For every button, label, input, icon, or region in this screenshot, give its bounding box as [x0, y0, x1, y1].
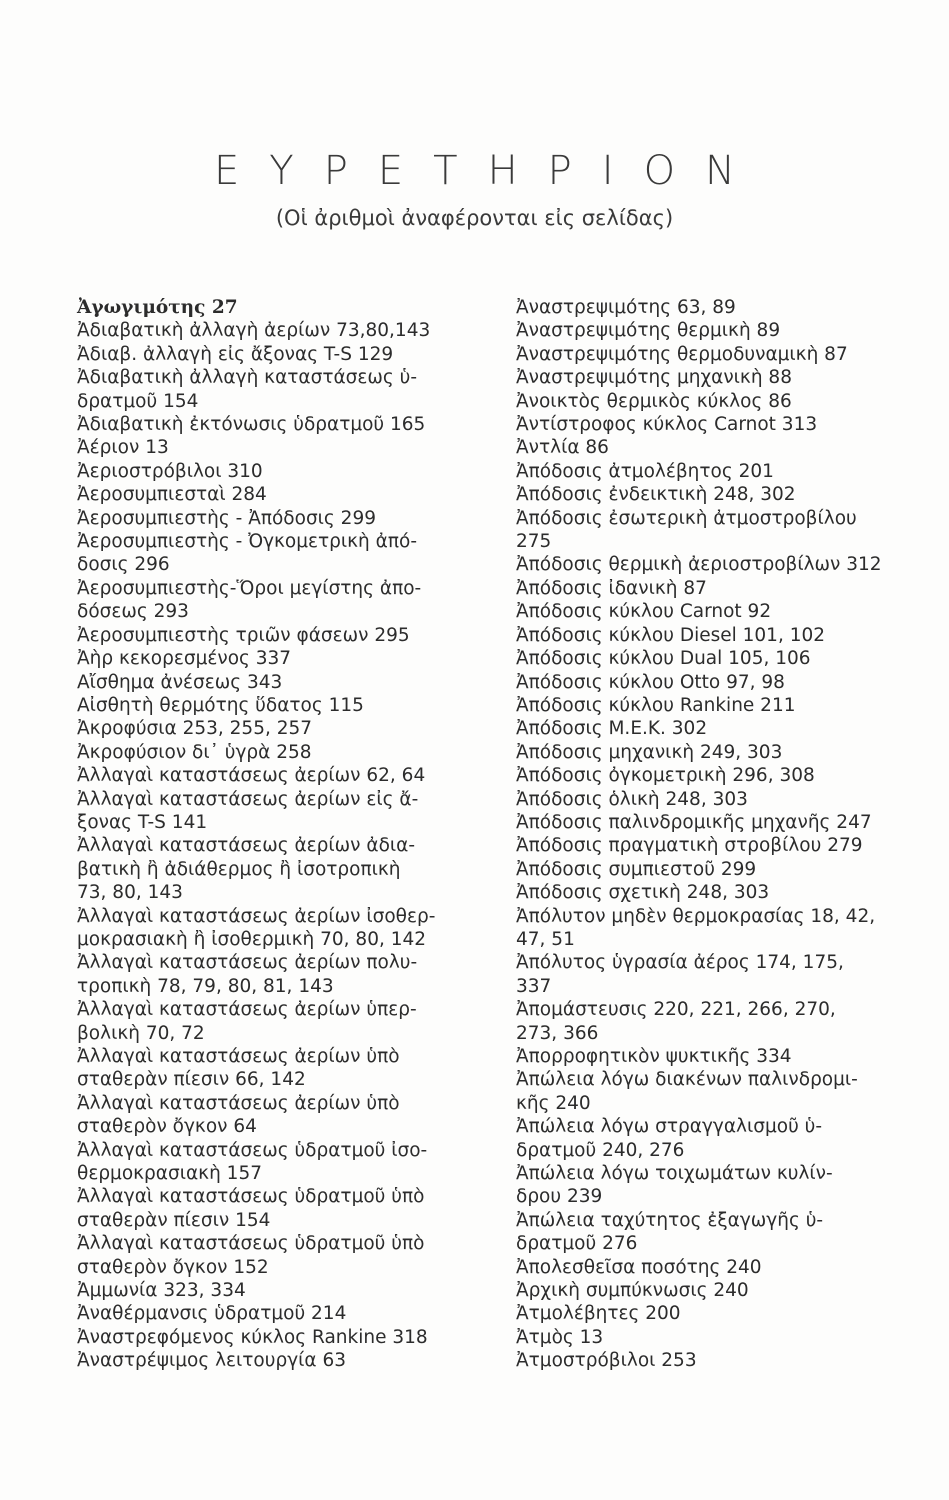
index-entry — [77, 577, 473, 624]
index-entry-line: σταθερὰν πίεσιν 66, 142 — [77, 1069, 306, 1091]
index-entry — [516, 1162, 904, 1209]
index-entry-line: Ἀπόδοσις κύκλου Carnot 92 — [516, 601, 772, 623]
index-entry-line: Ἀδιαβατικὴ ἀλλαγὴ καταστάσεως ὑ- — [77, 367, 418, 389]
index-entry-line: Ἀνοικτὸς θερμικὸς κύκλος 86 — [516, 390, 792, 412]
index-entry-line: Ἀτμὸς 13 — [516, 1326, 604, 1348]
index-entry — [77, 717, 473, 740]
index-entry — [516, 881, 904, 904]
index-entry-line: δρατμοῦ 240, 276 — [516, 1139, 685, 1161]
index-entry — [77, 366, 473, 413]
index-entry — [77, 530, 473, 577]
index-entry-line: Ἀπομάστευσις 220, 221, 266, 270, — [516, 999, 836, 1021]
index-entry-line: Ἀπόδοσις συμπιεστοῦ 299 — [516, 858, 757, 880]
index-entry-line: Ἀτμοστρόβιλοι 253 — [516, 1350, 697, 1372]
index-entry-line: Ἀρχικὴ συμπύκνωσις 240 — [516, 1280, 749, 1302]
index-entry-line: Ἀλλαγαὶ καταστάσεως ὑδρατμοῦ ὑπὸ — [77, 1233, 425, 1255]
index-entry — [516, 811, 904, 834]
index-entry-line: Ἀπορροφητικὸν ψυκτικῆς 334 — [516, 1046, 792, 1067]
index-entry — [516, 1045, 904, 1068]
index-entry — [516, 577, 904, 600]
index-entry — [516, 647, 904, 670]
index-entry-line: σταθερὰν πίεσιν 154 — [77, 1209, 271, 1231]
index-column-right — [516, 296, 904, 1373]
index-entry — [77, 694, 473, 717]
index-entry — [77, 834, 473, 904]
index-entry — [77, 319, 473, 342]
index-entry — [77, 507, 473, 530]
index-entry-line: Ἀλλαγαὶ καταστάσεως ἀερίων εἰς ἄ- — [77, 788, 419, 810]
index-entry-line: Αἴσθημα ἀνέσεως 343 — [77, 671, 283, 693]
index-entry-line: Ἀπόδοσις ὁλικὴ 248, 303 — [516, 788, 748, 810]
index-entry-line: δοσις 296 — [77, 554, 170, 576]
index-entry — [516, 1068, 904, 1115]
index-entry — [77, 1302, 473, 1325]
index-entry-line: Ἀεροσυμπιεστὴς-Ὅροι μεγίστης ἀπο- — [77, 577, 422, 599]
index-entry — [77, 1349, 473, 1372]
index-entry — [77, 343, 473, 366]
index-entry-line: Ἀπόδοσις ἰδανικὴ 87 — [516, 577, 707, 599]
index-entry-line: Ἀντλία 86 — [516, 437, 609, 459]
index-entry — [516, 671, 904, 694]
index-entry-line: Ἀπόδοσις μηχανικὴ 249, 303 — [516, 741, 783, 763]
index-entry — [516, 460, 904, 483]
index-entry — [516, 390, 904, 413]
index-entry-line: Ἀέριον 13 — [77, 437, 169, 459]
index-entry-line: κῆς 240 — [516, 1092, 591, 1114]
index-entry-line: Ἀναθέρμανσις ὑδρατμοῦ 214 — [77, 1303, 347, 1325]
index-entry — [77, 1185, 473, 1232]
index-entry-line: Ἀδιαβ. ἀλλαγὴ εἰς ἄξονας T-S 129 — [77, 343, 394, 365]
index-entry — [516, 296, 904, 319]
index-entry-line: Ἀπόδοσις ἐνδεικτικὴ 248, 302 — [516, 484, 796, 506]
index-entry-line: 47, 51 — [516, 928, 575, 950]
index-entry-line: σταθερὸν ὄγκον 64 — [77, 1116, 257, 1138]
index-entry — [516, 1256, 904, 1279]
index-entry — [77, 296, 473, 319]
index-entry-line: Ἀναστρεψιμότης μηχανικὴ 88 — [516, 367, 792, 389]
index-entry — [516, 834, 904, 857]
index-entry-line: δρατμοῦ 276 — [516, 1233, 638, 1255]
index-entry — [77, 1092, 473, 1139]
index-entry-line: Ἀπόδοσις κύκλου Rankine 211 — [516, 694, 796, 716]
index-entry-line: θερμοκρασιακὴ 157 — [77, 1163, 262, 1185]
index-entry-line: Ἀπόλυτος ὑγρασία ἀέρος 174, 175, — [516, 952, 844, 974]
index-entry — [77, 1279, 473, 1302]
index-entry — [516, 436, 904, 459]
index-entry — [77, 905, 473, 952]
index-entry — [77, 1326, 473, 1349]
index-entry — [77, 483, 473, 506]
index-entry — [516, 717, 904, 740]
index-column-left — [77, 296, 473, 1373]
index-entry-line: Ἀδιαβατικὴ ἀλλαγὴ ἀερίων 73,80,143 — [77, 320, 431, 342]
index-entry — [516, 1115, 904, 1162]
index-entry-line: τροπικὴ 78, 79, 80, 81, 143 — [77, 975, 334, 997]
index-entry — [516, 483, 904, 506]
index-entry-line: Ἀλλαγαὶ καταστάσεως ὑδρατμοῦ ἰσο- — [77, 1139, 428, 1161]
index-entry — [516, 1302, 904, 1325]
index-entry-line: βατικὴ ἢ ἀδιάθερμος ἢ ἰσοτροπικὴ — [77, 858, 401, 880]
index-entry-line: Ἀλλαγαὶ καταστάσεως ἀερίων πολυ- — [77, 952, 418, 974]
index-entry-line: Ἀλλαγαὶ καταστάσεως ἀερίων ὑπὸ — [77, 1046, 400, 1067]
index-entry — [77, 460, 473, 483]
index-entry-line: Ἀκροφύσια 253, 255, 257 — [77, 718, 313, 740]
index-entry-line: Ἀναστρεψιμότης θερμικὴ 89 — [516, 320, 781, 342]
index-entry-line: Ἀπόδοσις ἐσωτερικὴ ἀτμοστροβίλου — [516, 507, 857, 529]
index-entry-line: 275 — [516, 531, 552, 553]
index-entry-line: Ἀπόλυτον μηδὲν θερμοκρασίας 18, 42, — [516, 905, 876, 927]
index-entry-line: Ἀπόδοσις κύκλου Dual 105, 106 — [516, 648, 811, 670]
index-entry-line: Ἀναστρεφόμενος κύκλος Rankine 318 — [77, 1326, 428, 1348]
index-entry-line: Ἀεροσυμπιεστὴς - Ἀπόδοσις 299 — [77, 507, 376, 529]
index-entry-line: 73, 80, 143 — [77, 882, 183, 904]
page-title: ΕΥΡΕΤΗΡΙΟΝ — [214, 148, 765, 194]
index-entry-line: βολικὴ 70, 72 — [77, 1022, 205, 1044]
index-entry-line: 273, 366 — [516, 1022, 599, 1044]
index-entry-line: Ἀκροφύσιον δι᾽ ὑγρὰ 258 — [77, 741, 312, 763]
index-entry-line: Ἀμμωνία 323, 334 — [77, 1280, 246, 1302]
index-entry-line: Ἀπολεσθεῖσα ποσότης 240 — [516, 1256, 762, 1278]
index-entry-line: Ἀπόδοσις παλινδρομικῆς μηχανῆς 247 — [516, 811, 872, 833]
index-entry-line: 337 — [516, 975, 552, 997]
index-entry — [516, 343, 904, 366]
index-entry — [516, 319, 904, 342]
index-entry-line: Ἀλλαγαὶ καταστάσεως ἀερίων 62, 64 — [77, 765, 426, 787]
index-entry-line: Ἀλλαγαὶ καταστάσεως ἀερίων ὑπερ- — [77, 999, 417, 1021]
index-entry-line: Ἀντίστροφος κύκλος Carnot 313 — [516, 414, 818, 436]
index-entry-line: Ἀπόδοσις κύκλου Diesel 101, 102 — [516, 624, 826, 646]
index-entry — [77, 1232, 473, 1279]
index-entry — [516, 1209, 904, 1256]
index-entry — [516, 413, 904, 436]
index-entry — [77, 788, 473, 835]
index-entry-line: ξονας T-S 141 — [77, 811, 208, 833]
index-entry-line: Ἀλλαγαὶ καταστάσεως ἀερίων ἰσοθερ- — [77, 905, 436, 927]
index-entry-line: Αἰσθητὴ θερμότης ὕδατος 115 — [77, 694, 364, 716]
index-entry — [77, 764, 473, 787]
index-entry-line: Ἀναστρεψιμότης 63, 89 — [516, 297, 736, 318]
index-entry-line: Ἀπώλεια λόγω τοιχωμάτων κυλίν- — [516, 1163, 833, 1185]
index-entry-line: σταθερὸν ὄγκον 152 — [77, 1256, 269, 1278]
index-entry-line: Ἀπόδοσις σχετικὴ 248, 303 — [516, 882, 770, 904]
index-entry — [77, 951, 473, 998]
index-entry — [516, 624, 904, 647]
index-entry — [516, 1279, 904, 1302]
index-entry-line: Ἀναστρεψιμότης θερμοδυναμικὴ 87 — [516, 343, 848, 365]
index-entry-line: Ἀπόδοσις κύκλου Otto 97, 98 — [516, 671, 785, 693]
index-entry — [516, 741, 904, 764]
index-entry-line: Ἀτμολέβητες 200 — [516, 1303, 681, 1325]
index-entry — [516, 694, 904, 717]
index-entry-line: Ἀπόδοσις θερμικὴ ἀεριοστροβίλων 312 — [516, 554, 882, 576]
index-entry-line: Ἀεροσυμπιεστὴς τριῶν φάσεων 295 — [77, 624, 410, 646]
index-entry-line: Ἀναστρέψιμος λειτουργία 63 — [77, 1350, 347, 1372]
index-entry-line: Ἀπώλεια ταχύτητος ἐξαγωγῆς ὑ- — [516, 1209, 824, 1231]
index-entry — [77, 413, 473, 436]
index-entry — [77, 1045, 473, 1092]
index-entry-line: Ἀλλαγαὶ καταστάσεως ἀερίων ὑπὸ — [77, 1092, 400, 1114]
index-entry — [77, 624, 473, 647]
index-entry — [516, 905, 904, 952]
index-entry — [516, 998, 904, 1045]
index-entry-line: Ἀεριοστρόβιλοι 310 — [77, 460, 263, 482]
index-entry-line: μοκρασιακὴ ἢ ἰσοθερμικὴ 70, 80, 142 — [77, 928, 427, 950]
index-entry-line: δόσεως 293 — [77, 601, 189, 623]
index-entry-line: Ἀπώλεια λόγω στραγγαλισμοῦ ὑ- — [516, 1116, 823, 1138]
index-entry-line: Ἀλλαγαὶ καταστάσεως ὑδρατμοῦ ὑπὸ — [77, 1186, 425, 1208]
index-entry-line: δρατμοῦ 154 — [77, 390, 199, 412]
index-entry — [77, 671, 473, 694]
index-entry-line: Ἀλλαγαὶ καταστάσεως ἀερίων ἀδια- — [77, 835, 416, 857]
index-entry — [77, 741, 473, 764]
page-subtitle: (Οἱ ἀριθμοὶ ἀναφέρονται εἰς σελίδας) — [275, 206, 674, 230]
index-entry — [77, 436, 473, 459]
index-entry — [516, 764, 904, 787]
index-entry — [516, 1349, 904, 1372]
index-entry — [516, 507, 904, 554]
index-entry-line: Ἀεροσυμπιεστὴς - Ὀγκομετρικὴ ἀπό- — [77, 531, 417, 553]
index-entry — [516, 788, 904, 811]
index-entry — [516, 553, 904, 576]
index-entry-line: Ἀὴρ κεκορεσμένος 337 — [77, 648, 292, 670]
index-entry — [516, 951, 904, 998]
index-entry — [77, 998, 473, 1045]
index-entry — [516, 600, 904, 623]
index-entry-line: Ἀπώλεια λόγω διακένων παλινδρομι- — [516, 1069, 858, 1091]
index-entry — [516, 1326, 904, 1349]
index-entry-line: Ἀπόδοσις ἀτμολέβητος 201 — [516, 460, 774, 482]
index-entry-line: Ἀεροσυμπιεσταὶ 284 — [77, 484, 267, 506]
index-entry — [516, 366, 904, 389]
index-entry-line: δρου 239 — [516, 1186, 603, 1208]
index-entry-line: Ἀπόδοσις ὀγκομετρικὴ 296, 308 — [516, 765, 815, 787]
index-entry — [77, 647, 473, 670]
index-entry — [516, 858, 904, 881]
index-entry — [77, 1139, 473, 1186]
index-entry-line: Ἀπόδοσις πραγματικὴ στροβίλου 279 — [516, 835, 863, 857]
index-entry-line: Ἀγωγιμότης 27 — [77, 297, 238, 318]
index-entry-line: Ἀπόδοσις Μ.Ε.Κ. 302 — [516, 718, 708, 740]
index-entry-line: Ἀδιαβατικὴ ἐκτόνωσις ὑδρατμοῦ 165 — [77, 414, 426, 436]
